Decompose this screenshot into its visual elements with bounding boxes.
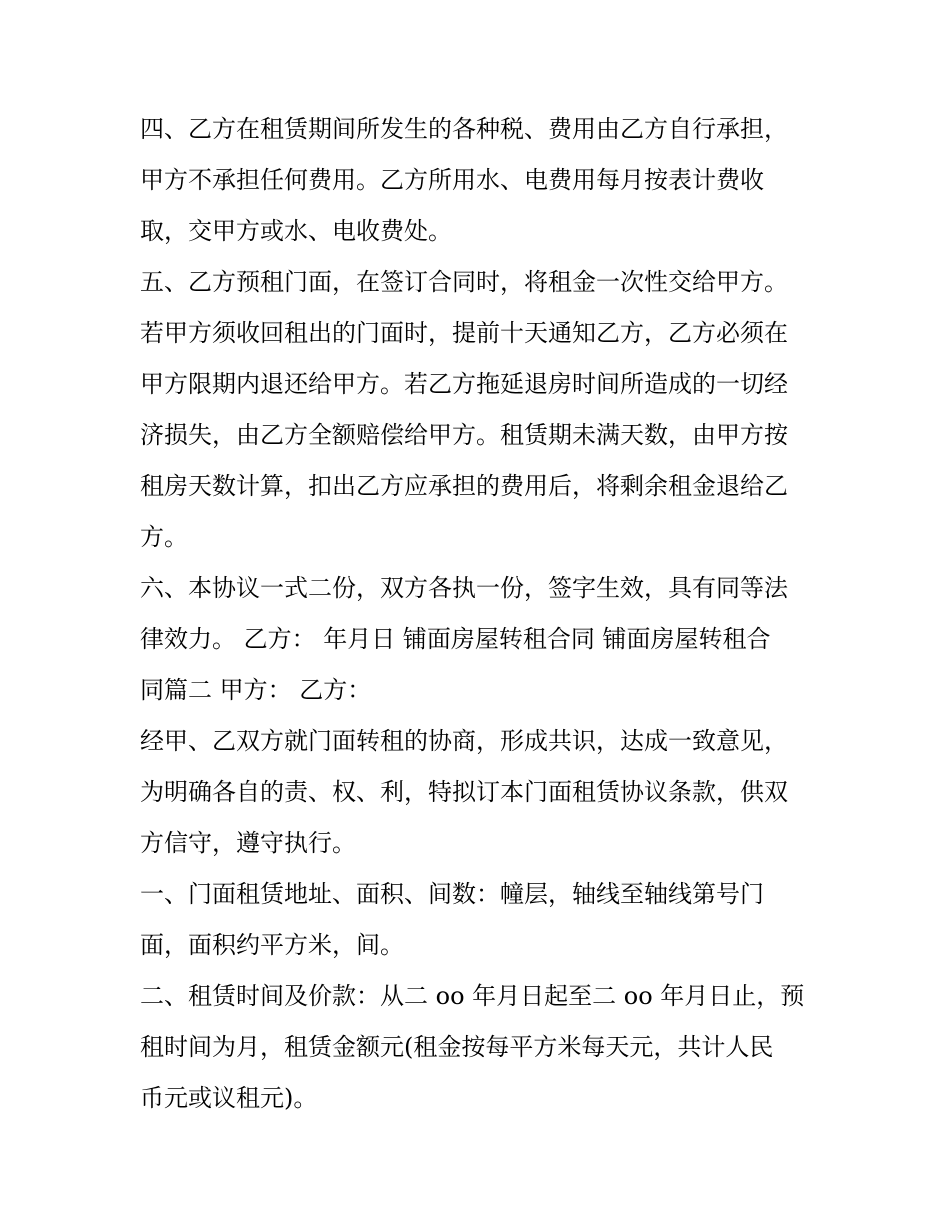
text-line: 一、门面租赁地址、面积、间数：幢层，轴线至轴线第号门 bbox=[140, 880, 764, 908]
text-line: 甲方不承担任何费用。乙方所用水、电费用每月按表计费收 bbox=[140, 166, 764, 194]
text-line: 六、本协议一式二份，双方各执一份，签字生效，具有同等法 bbox=[140, 574, 788, 602]
text-line: 面，面积约平方米，间。 bbox=[140, 931, 404, 959]
text-line: 五、乙方预租门面，在签订合同时，将租金一次性交给甲方。 bbox=[140, 268, 788, 296]
text-line: 币元或议租元)。 bbox=[140, 1084, 318, 1112]
text-line: 租时间为月，租赁金额元(租金按每平方米每天元，共计人民 bbox=[140, 1033, 774, 1061]
text-line: 为明确各自的责、权、利，特拟订本门面租赁协议条款，供双 bbox=[140, 778, 788, 806]
document-body bbox=[140, 104, 820, 1124]
text-line: 同篇二 甲方： 乙方： bbox=[140, 676, 372, 704]
text-line: 方。 bbox=[140, 523, 188, 551]
text-line: 律效力。 乙方： 年月日 铺面房屋转租合同 铺面房屋转租合 bbox=[140, 625, 771, 653]
text-line: 方信守，遵守执行。 bbox=[140, 829, 356, 857]
text-line: 甲方限期内退还给甲方。若乙方拖延退房时间所造成的一切经 bbox=[140, 370, 788, 398]
text-line: 经甲、乙双方就门面转租的协商，形成共识，达成一致意见， bbox=[140, 727, 788, 755]
text-line: 济损失，由乙方全额赔偿给甲方。租赁期未满天数，由甲方按 bbox=[140, 421, 788, 449]
text-line: 若甲方须收回租出的门面时，提前十天通知乙方，乙方必须在 bbox=[140, 319, 788, 347]
text-line: 四、乙方在租赁期间所发生的各种税、费用由乙方自行承担， bbox=[140, 115, 788, 143]
text-line: 租房天数计算，扣出乙方应承担的费用后，将剩余租金退给乙 bbox=[140, 472, 788, 500]
text-line: 取，交甲方或水、电收费处。 bbox=[140, 217, 452, 245]
text-line: 二、租赁时间及价款：从二 oo 年月日起至二 oo 年月日止，预 bbox=[140, 982, 805, 1010]
